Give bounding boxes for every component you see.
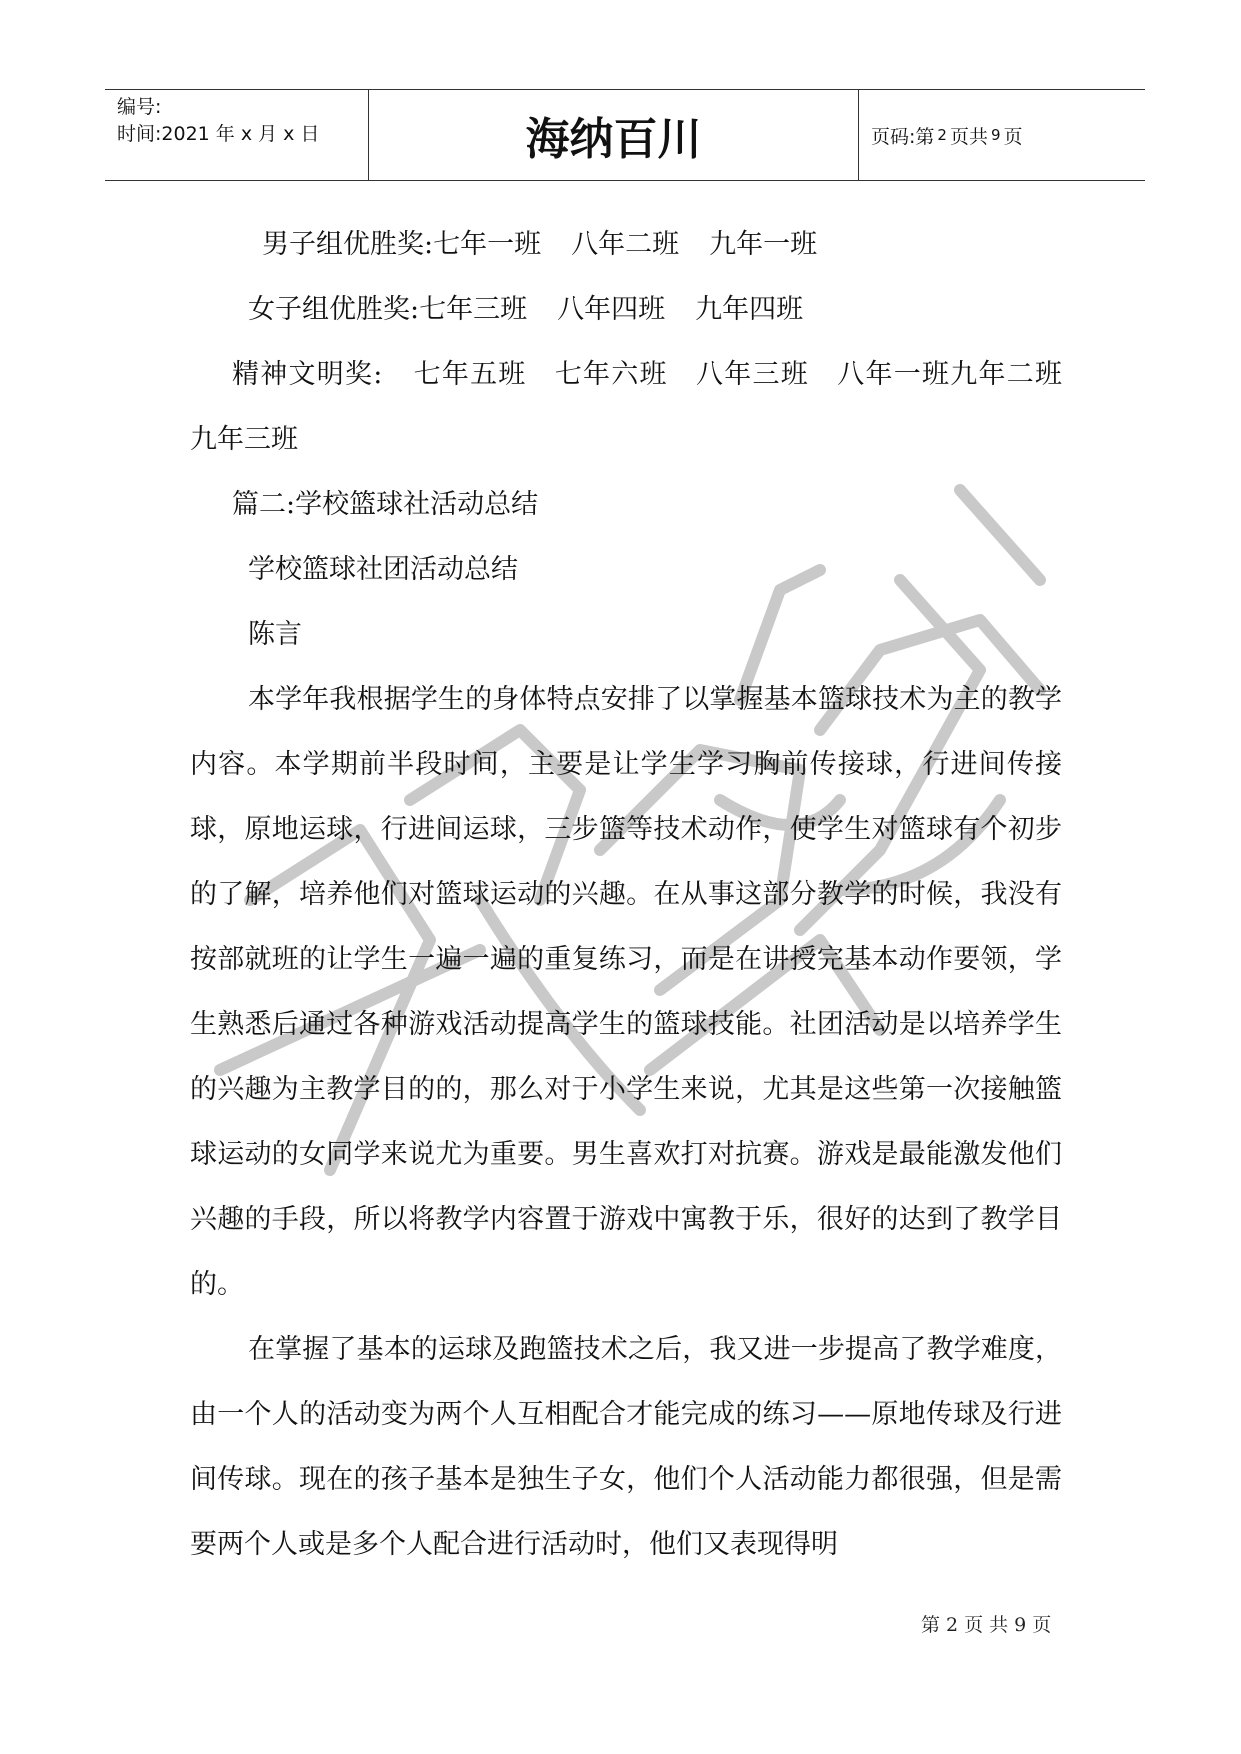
number-label: 编号: — [117, 96, 162, 118]
female-class-1: 七年三班 — [419, 294, 528, 325]
paragraph-2: 在掌握了基本的运球及跑篮技术之后，我又进一步提高了教学难度，由一个人的活动变为两个人互相配合才能完成的练习——原地传球及行进间传球。现在的孩子基本是独生子女，他们个人活动能力都很强，但是需要两个人或是多个人配合进行活动时，他们又表现得明 — [190, 1334, 1062, 1560]
page-suffix: 页 — [1003, 125, 1023, 148]
female-class-3: 九年四班 — [695, 294, 804, 325]
page-current: 2 — [937, 126, 947, 144]
paragraph-1: 本学年我根据学生的身体特点安排了以掌握基本篮球技术为主的教学内容。本学期前半段时间，主要是让学生学习胸前传接球，行进间传接球，原地运球，行进间运球，三步篮等技术动作，使学生对篮球有个初步的了解，培养他们对篮球运动的兴趣。在从事这部分教学的时候，我没有按部就班的让学生一遍一遍的重复练习，而是在讲授完基本动作要领，学生熟悉后通过各种游戏活动提高学生的篮球技能。社团活动是以培养学生的兴趣为主教学目的的，那么对于小学生来说，尤其是这些第一次接触篮球运动的女同学来说尤为重要。男生喜欢打对抗赛。游戏是最能激发他们兴趣的手段，所以将教学内容置于游戏中寓教于乐，很好的达到了教学目的。 — [190, 684, 1062, 1300]
male-award-line — [190, 212, 1062, 277]
header-title: 海纳百川 — [369, 90, 859, 180]
footer-suffix: 页 — [1032, 1614, 1052, 1636]
header-meta — [105, 90, 369, 180]
female-class-2: 八年四班 — [557, 294, 666, 325]
female-award-line — [190, 277, 1062, 342]
page-footer — [918, 1610, 1054, 1637]
male-class-3: 九年一班 — [709, 229, 818, 260]
male-class-1: 七年一班 — [433, 229, 542, 260]
male-class-2: 八年二班 — [571, 229, 680, 260]
spirit-award-line — [190, 342, 1089, 472]
page-header — [105, 89, 1145, 181]
spirit-award-classes: 七年五班 七年六班 八年三班 八年一班九年二班 九年三班 — [190, 359, 1089, 455]
article-author: 陈言 — [248, 619, 302, 650]
page-total: 9 — [990, 126, 1001, 144]
document-body — [190, 212, 1089, 1577]
male-award-label: 男子组优胜奖: — [262, 229, 434, 260]
footer-total: 9 — [1014, 1614, 1027, 1636]
page-prefix: 页码:第 — [871, 125, 935, 148]
footer-prefix: 第 — [921, 1614, 941, 1636]
time-label: 时间:2021 年 x 月 x 日 — [117, 123, 320, 145]
female-award-label: 女子组优胜奖: — [248, 294, 420, 325]
footer-mid: 页 共 — [964, 1614, 1009, 1636]
header-page-number — [859, 90, 1145, 180]
page-mid: 页共 — [949, 125, 988, 148]
section-title: 篇二:学校篮球社活动总结 — [232, 489, 539, 520]
article-title: 学校篮球社团活动总结 — [248, 554, 518, 585]
footer-current: 2 — [946, 1614, 959, 1636]
spirit-award-label: 精神文明奖: — [232, 359, 383, 390]
